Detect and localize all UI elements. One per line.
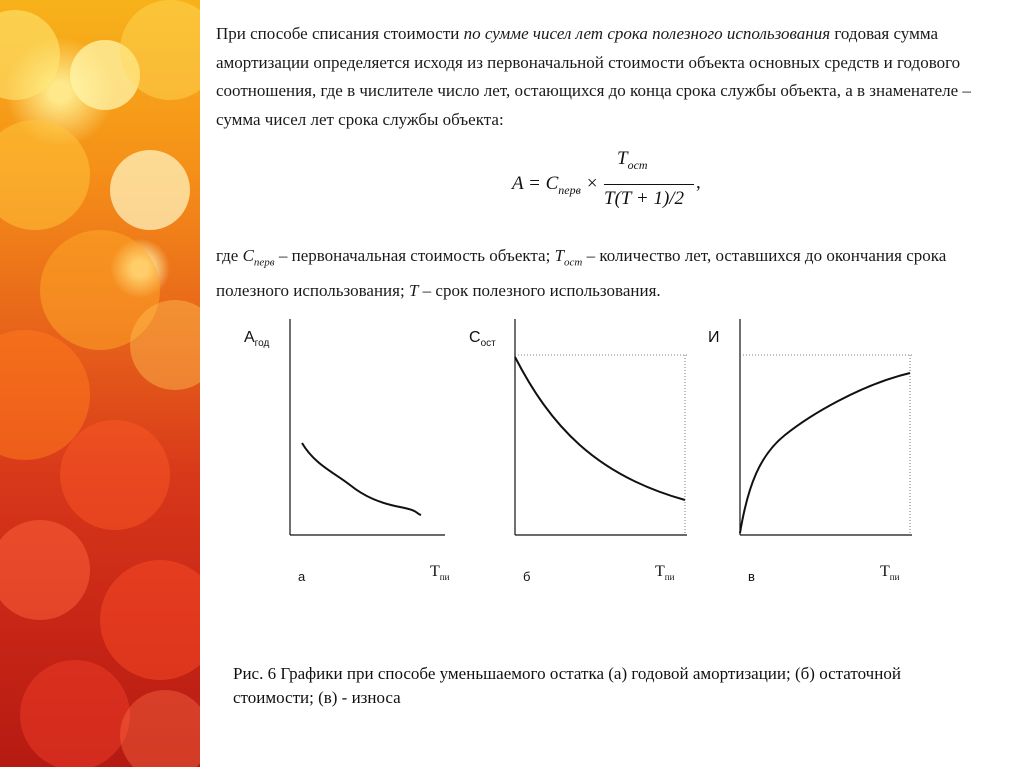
slide-content (200, 0, 1024, 767)
decorative-bokeh-background (0, 0, 200, 767)
figure-caption: Рис. 6 Графики при способе уменьшаемого остатка (а) годовой амортизации; (б) остаточной стоимости; (в) - износа (233, 664, 901, 707)
intro-paragraph: При способе списания стоимости по сумме чисел лет срока полезного использования годовая сумма амортизации определяется исходя из первоначальной стоимости объекта основных средств и годового соотношения, где в числителе число лет, остающихся до конца срока службы объекта, а в знаменателе – сумма чисел лет срока службы объекта: (216, 24, 971, 129)
fraction-bar (604, 184, 694, 185)
graph-wear: И в $Т_{пи}$ (690, 315, 900, 605)
definitions-paragraph: где $C_{перв}$ – первоначальная стоимость объекта; $T_{ост}$ – количество лет, оставшихся до окончания срока полезного использования; T – срок полезного использования. (216, 246, 947, 300)
graph-residual-value: $С_{ост}$ б $Т_{пи}$ (465, 315, 675, 605)
graph-annual-depreciation: $А_{год}$ а $Т_{пи}$ (244, 329, 450, 584)
depreciation-formula: $A = C_{перв}$ × $T_{ост}$ T(T + 1)/2 , (512, 148, 701, 209)
